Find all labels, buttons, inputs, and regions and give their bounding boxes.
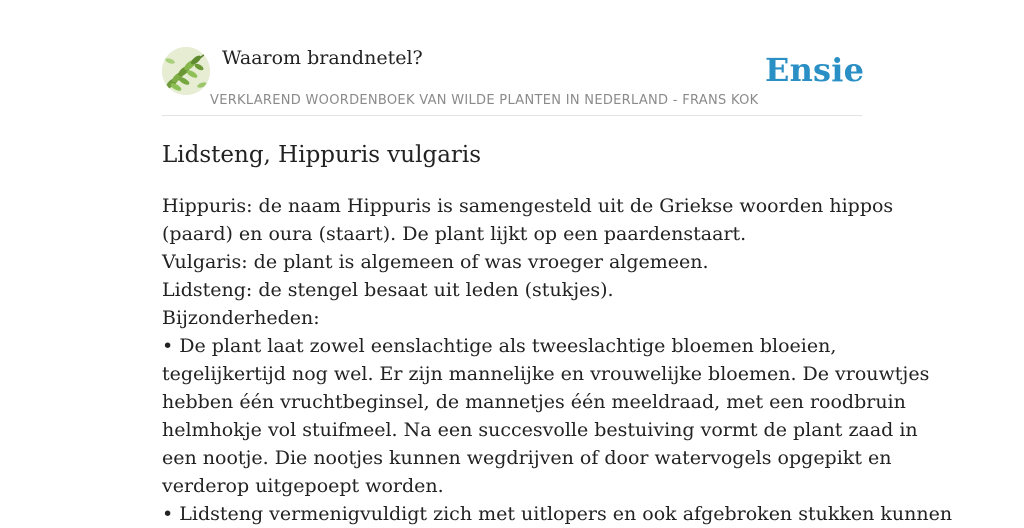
article-line: (paard) en oura (staart). De plant lijkt op een paardenstaart. <box>162 223 747 245</box>
article-line: helmhokje vol stuifmeel. Na een succesvolle bestuiving vormt de plant zaad in <box>162 419 918 441</box>
blog-title[interactable]: Waarom brandnetel? <box>222 47 423 69</box>
source-subtitle: VERKLAREND WOORDENBOEK VAN WILDE PLANTEN IN NEDERLAND - FRANS KOK <box>210 93 759 108</box>
article-line: Hippuris: de naam Hippuris is samengesteld uit de Griekse woorden hippos <box>162 195 894 217</box>
article-line: Lidsteng: de stengel besaat uit leden (stukjes). <box>162 279 614 301</box>
page-title: Lidsteng, Hippuris vulgaris <box>162 142 482 168</box>
article-line: • Lidsteng vermenigvuldigt zich met uitlopers en ook afgebroken stukken kunnen <box>162 503 953 525</box>
article-line: een nootje. Die nootjes kunnen wegdrijven of door watervogels opgepikt en <box>162 447 892 469</box>
article-line: tegelijkertijd nog wel. Er zijn mannelijke en vrouwelijke bloemen. De vrouwtjes <box>162 363 930 385</box>
article-line: • De plant laat zowel eenslachtige als tweeslachtige bloemen bloeien, <box>162 335 837 357</box>
article-body <box>162 192 953 528</box>
leaf-avatar-icon[interactable] <box>162 47 210 95</box>
article-line: Bijzonderheden: <box>162 307 320 329</box>
article-line: verderop uitgepoept worden. <box>162 475 444 497</box>
article-line: hebben één vruchtbeginsel, de mannetjes één meeldraad, met een roodbruin <box>162 391 906 413</box>
brand-logo[interactable]: Ensie <box>765 51 865 89</box>
article-line: Vulgaris: de plant is algemeen of was vroeger algemeen. <box>162 251 709 273</box>
header-divider <box>162 115 862 116</box>
